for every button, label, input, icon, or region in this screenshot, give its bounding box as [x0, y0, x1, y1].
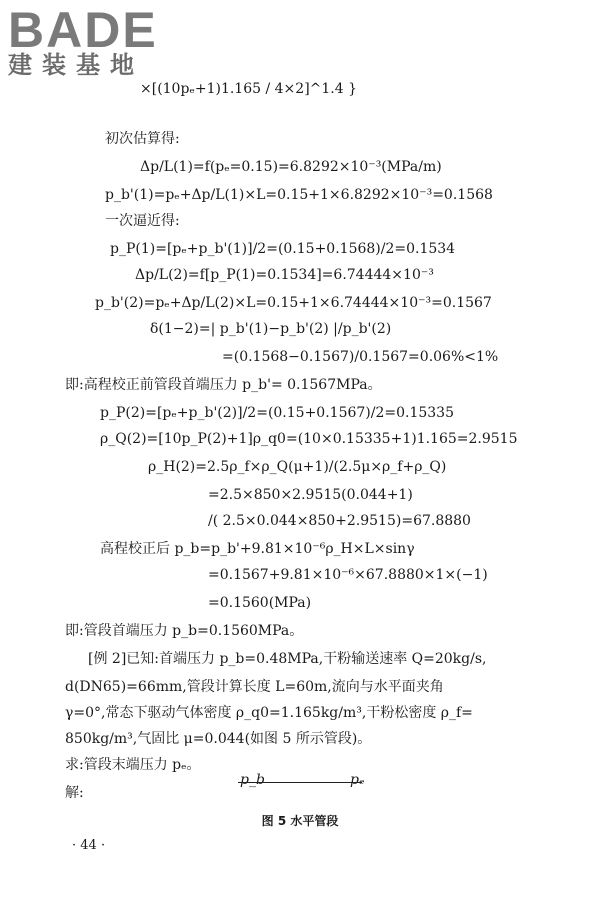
text-line-2: 初次估算得:: [105, 131, 180, 147]
logo-text: BADE: [8, 2, 158, 58]
formula-line-15: =2.5×850×2.9515(0.044+1): [208, 487, 413, 503]
figure-caption: 图 5 水平管段: [261, 814, 339, 828]
formula-line-17: 高程校正后 p_b=p_b'+9.81×10⁻⁶ρ_H×L×sinγ: [100, 541, 415, 557]
text-line-22: d(DN65)=66mm,管段计算长度 L=60m,流向与水平面夹角: [65, 679, 444, 695]
formula-line-1: ×[(10pₑ+1)1.165 / 4×2]^1.4 }: [140, 81, 358, 97]
formula-line-14: ρ_H(2)=2.5ρ_f×ρ_Q(μ+1)/(2.5μ×ρ_f+ρ_Q): [148, 459, 447, 475]
formula-line-13: ρ_Q(2)=[10p_P(2)+1]ρ_q0=(10×0.15335+1)1.165=2.9515: [100, 431, 518, 447]
formula-line-19: =0.1560(MPa): [208, 595, 312, 611]
text-line-23: γ=0°,常态下驱动气体密度 ρ_q0=1.165kg/m³,干粉松密度 ρ_f=: [65, 705, 473, 721]
formula-line-8: p_b'(2)=pₑ+Δp/L(2)×L=0.15+1×6.74444×10⁻³=0.1567: [95, 295, 492, 311]
formula-line-9: δ(1−2)=| p_b'(1)−p_b'(2) |/p_b'(2): [150, 321, 392, 337]
formula-line-18: =0.1567+9.81×10⁻⁶×67.8880×1×(−1): [208, 567, 488, 583]
text-line-24: 850kg/m³,气固比 μ=0.044(如图 5 所示管段)。: [65, 731, 372, 747]
formula-line-10: =(0.1568−0.1567)/0.1567=0.06%<1%: [222, 349, 499, 365]
formula-line-4: p_b'(1)=pₑ+Δp/L(1)×L=0.15+1×6.8292×10⁻³=0.1568: [105, 187, 493, 203]
formula-line-12: p_P(2)=[pₑ+p_b'(2)]/2=(0.15+0.1567)/2=0.15335: [100, 405, 454, 421]
text-line-26: 解:: [65, 785, 84, 801]
page-number: · 44 ·: [72, 838, 106, 853]
text-line-25: 求:管段末端压力 pₑ。: [65, 757, 201, 773]
text-line-21: [例 2]已知:首端压力 p_b=0.48MPa,干粉输送速率 Q=20kg/s,: [88, 651, 487, 667]
formula-line-3: Δp/L(1)=f(pₑ=0.15)=6.8292×10⁻³(MPa/m): [140, 159, 442, 175]
figure-right-label: pₑ: [350, 772, 365, 788]
formula-line-6: p_P(1)=[pₑ+p_b'(1)]/2=(0.15+0.1568)/2=0.1534: [110, 241, 456, 257]
text-line-11: 即:高程校正前管段首端压力 p_b'= 0.1567MPa。: [65, 377, 382, 393]
text-line-5: 一次逼近得:: [105, 213, 180, 229]
formula-line-7: Δp/L(2)=f[p_P(1)=0.1534]=6.74444×10⁻³: [135, 267, 434, 283]
bade-logo: [8, 4, 158, 78]
logo-subtitle: 建装基地: [8, 51, 144, 79]
figure-left-label: p_b: [240, 772, 265, 788]
pipe-segment-line: [238, 782, 362, 783]
text-line-20: 即:管段首端压力 p_b=0.1560MPa。: [65, 623, 304, 639]
formula-line-16: /( 2.5×0.044×850+2.9515)=67.8880: [208, 513, 471, 529]
